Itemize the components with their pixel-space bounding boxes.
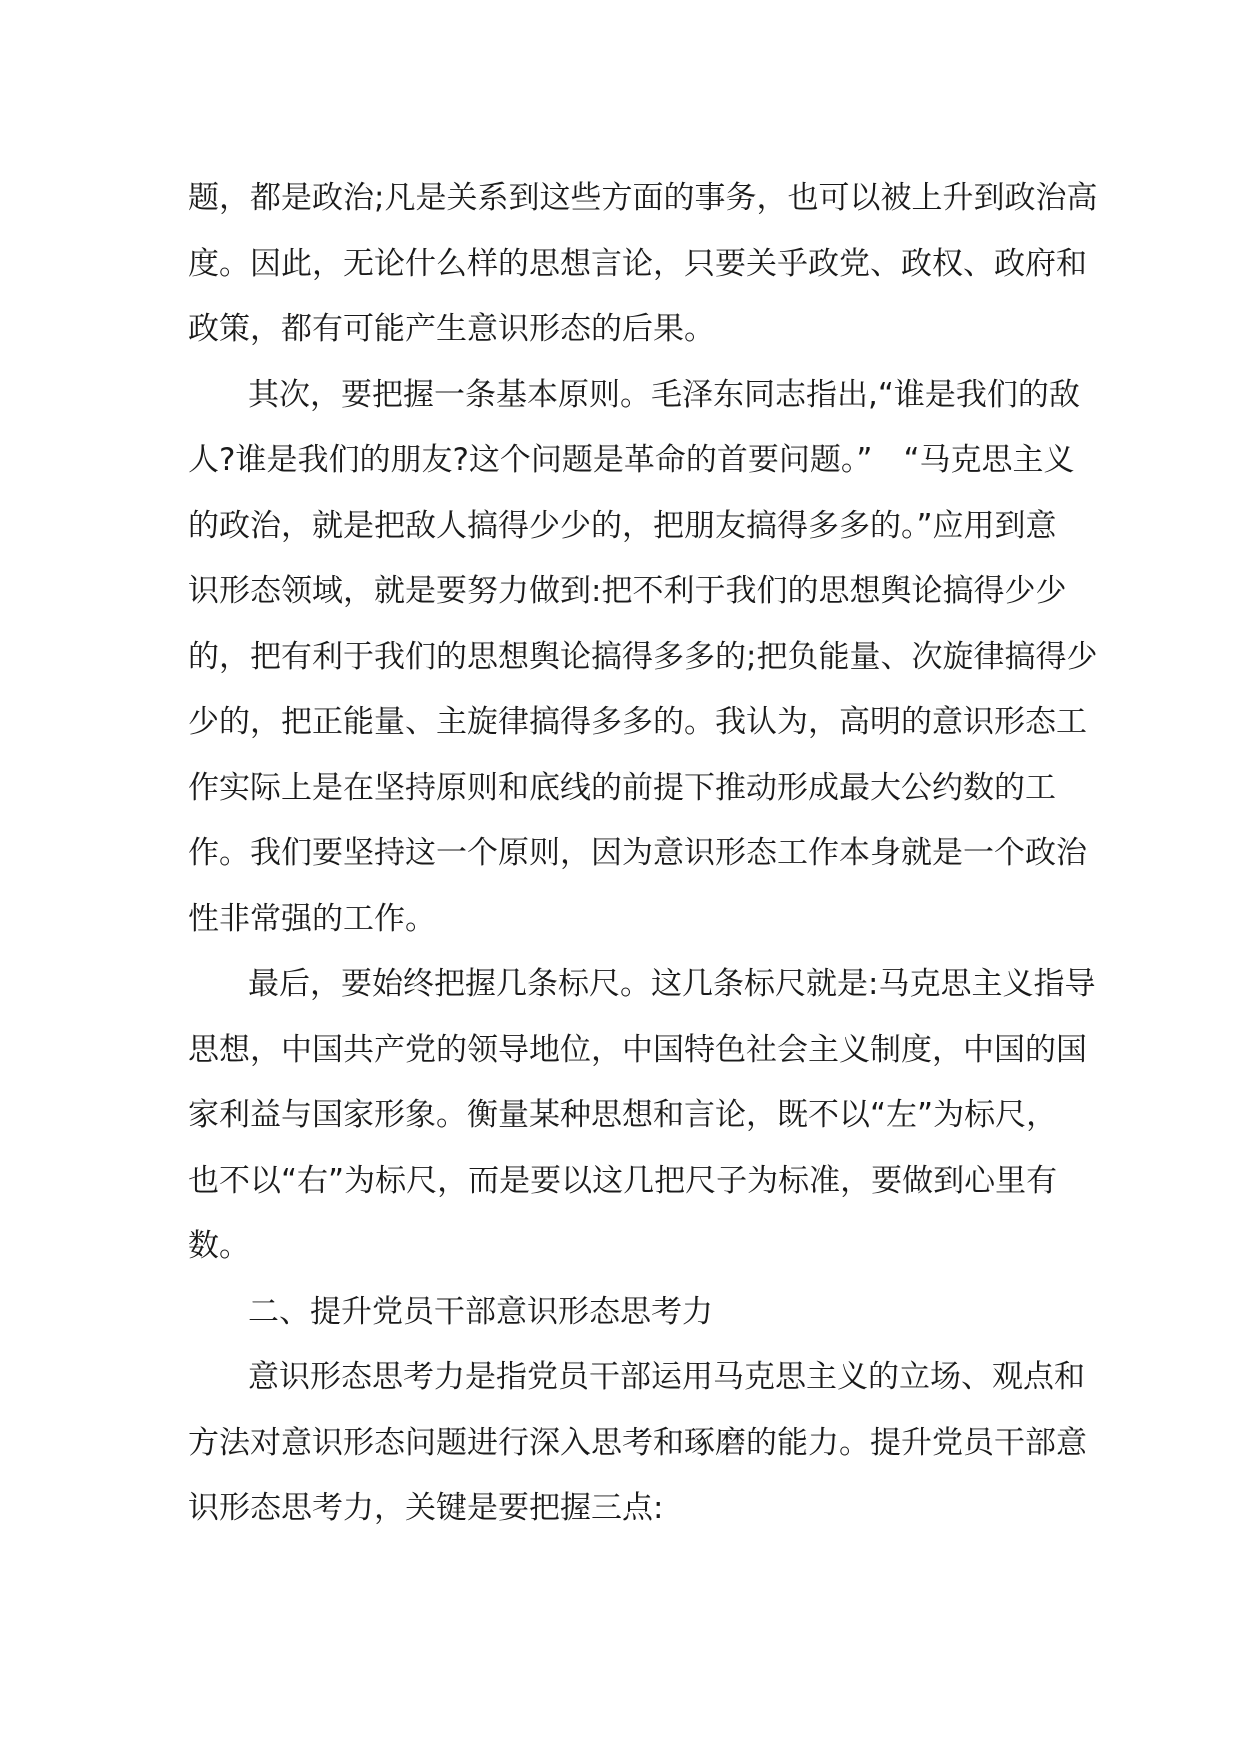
text-line: 的政治，就是把敌人搞得少少的，把朋友搞得多多的。”应用到意 <box>188 507 1057 544</box>
text-line: 度。因此，无论什么样的思想言论，只要关乎政党、政权、政府和 <box>188 245 1087 282</box>
text-line: 的，把有利于我们的思想舆论搞得多多的;把负能量、次旋律搞得少 <box>188 638 1098 675</box>
text-line: 数。 <box>188 1228 250 1264</box>
text-line: 思想，中国共产党的领导地位，中国特色社会主义制度，中国的国 <box>188 1031 1087 1068</box>
text-line: 题，都是政治;凡是关系到这些方面的事务，也可以被上升到政治高 <box>188 180 1098 216</box>
paragraph-first-line: 最后，要始终把握几条标尺。这几条标尺就是:马克思主义指导 <box>248 966 1096 1002</box>
paragraph-first-line: 意识形态思考力是指党员干部运用马克思主义的立场、观点和 <box>248 1359 1085 1395</box>
text-line: 家利益与国家形象。衡量某种思想和言论，既不以“左”为标尺， <box>188 1097 1058 1133</box>
text-line: 人?谁是我们的朋友?这个问题是革命的首要问题。” “马克思主义 <box>188 442 1075 478</box>
text-line: 作。我们要坚持这一个原则，因为意识形态工作本身就是一个政治 <box>188 835 1087 871</box>
text-line: 政策，都有可能产生意识形态的后果。 <box>188 311 715 347</box>
text-line: 识形态领域，就是要努力做到:把不利于我们的思想舆论搞得少少 <box>188 573 1067 609</box>
text-line: 性非常强的工作。 <box>188 900 436 937</box>
text-line: 作实际上是在坚持原则和底线的前提下推动形成最大公约数的工 <box>188 769 1056 806</box>
document-body <box>188 166 1098 1542</box>
text-line: 少的，把正能量、主旋律搞得多多的。我认为，高明的意识形态工 <box>188 704 1087 740</box>
text-line: 方法对意识形态问题进行深入思考和琢磨的能力。提升党员干部意 <box>188 1424 1087 1461</box>
text-line: 也不以“右”为标尺，而是要以这几把尺子为标准，要做到心里有 <box>188 1162 1058 1199</box>
section-heading: 二、提升党员干部意识形态思考力 <box>248 1293 713 1330</box>
paragraph-first-line: 其次，要把握一条基本原则。毛泽东同志指出,“谁是我们的敌 <box>248 376 1080 413</box>
text-line: 识形态思考力，关键是要把握三点: <box>188 1490 664 1526</box>
